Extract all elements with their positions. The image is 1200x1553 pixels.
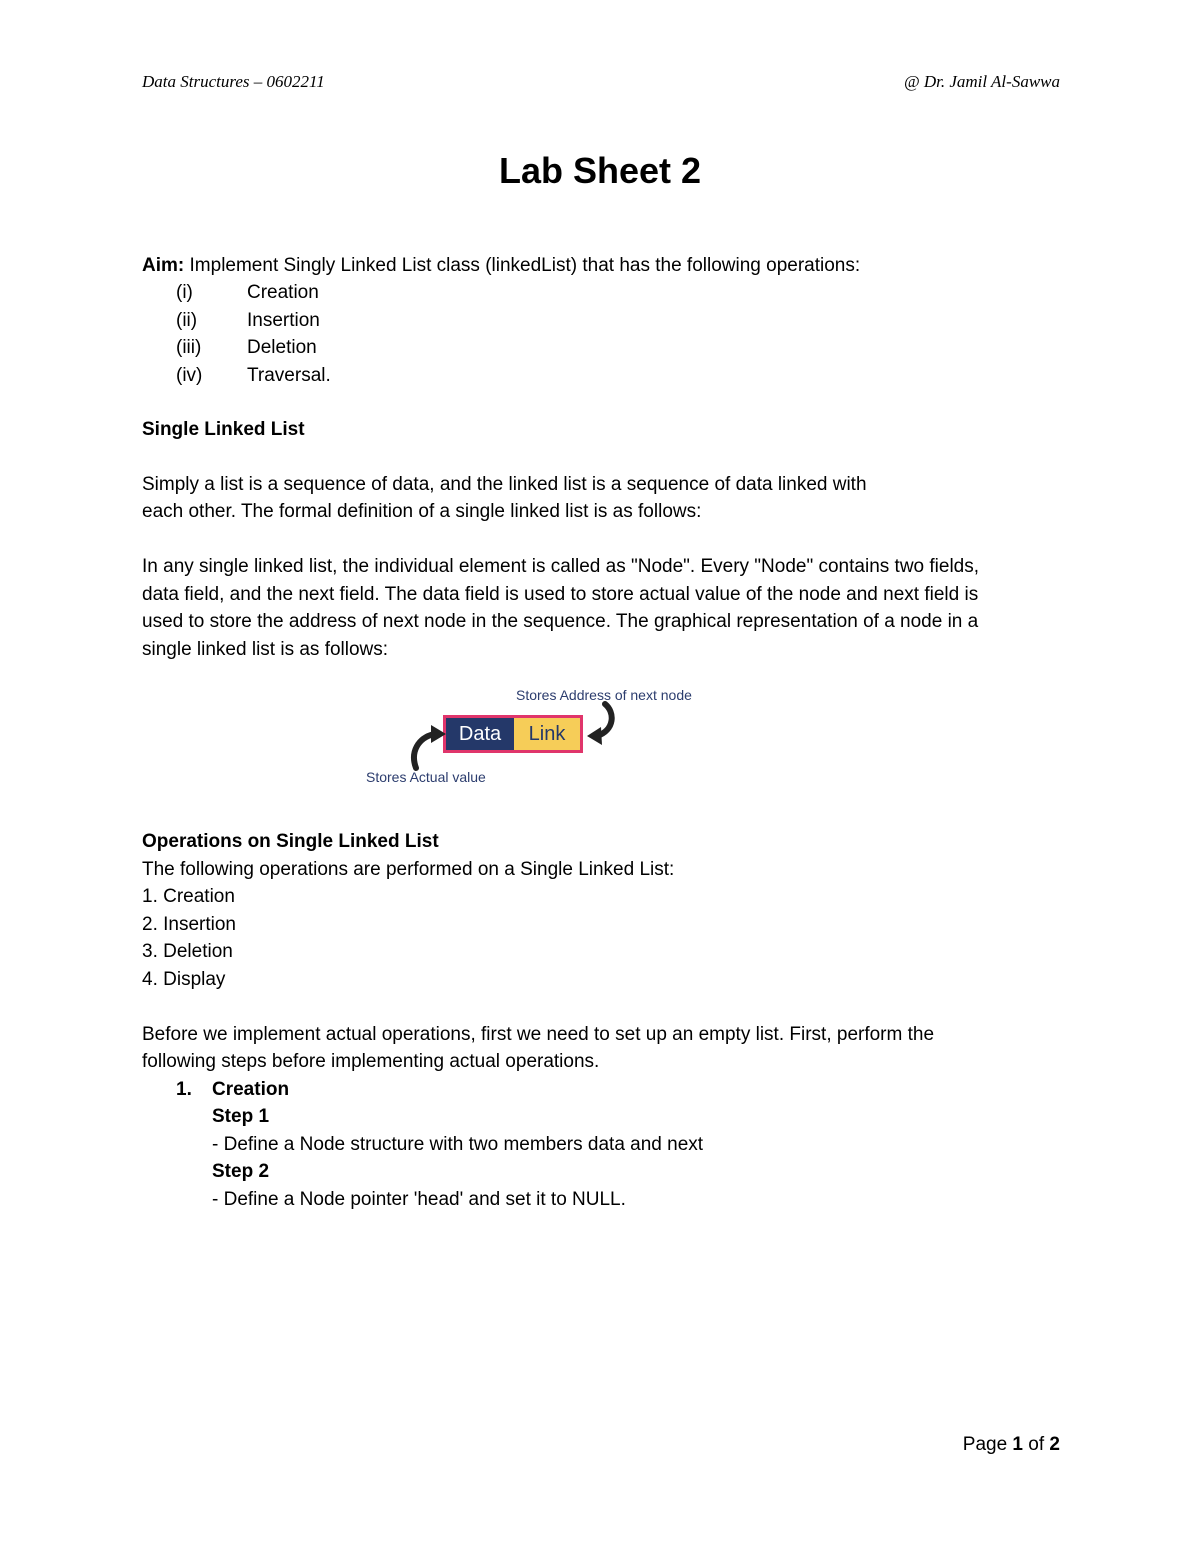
section-heading-operations: Operations on Single Linked List — [142, 831, 439, 852]
operation-item: 1. Creation — [142, 886, 235, 907]
page-current: 1 — [1012, 1434, 1023, 1455]
section-heading-single-linked-list: Single Linked List — [142, 419, 305, 440]
aim-item-label: Insertion — [247, 310, 320, 331]
of-word: of — [1028, 1434, 1045, 1455]
node-data-field: Data — [446, 718, 514, 750]
paragraph-line: Before we implement actual operations, first we need to set up an empty list. First, perform the — [142, 1024, 935, 1045]
paragraph-line: following steps before implementing actual operations. — [142, 1051, 600, 1072]
paragraph-line: single linked list is as follows: — [142, 639, 389, 660]
arrow-right-curved-icon — [585, 700, 625, 750]
paragraph-line: data field, and the next field. The data field is used to store actual value of the node and next field is — [142, 584, 979, 605]
header-author: @ Dr. Jamil Al-Sawwa — [903, 72, 1060, 91]
next-node-caption: Stores Address of next node — [516, 687, 692, 703]
page-total: 2 — [1049, 1434, 1060, 1455]
aim-item-label: Traversal. — [247, 365, 331, 386]
creation-number: 1. — [176, 1079, 192, 1100]
operation-item: 4. Display — [142, 969, 226, 990]
aim-line — [142, 252, 860, 279]
aim-label: Aim: — [142, 255, 185, 276]
step2-text: - Define a Node pointer 'head' and set it to NULL. — [212, 1189, 626, 1210]
page-word: Page — [962, 1434, 1008, 1455]
aim-item-label: Creation — [247, 282, 319, 303]
aim-item-num: (ii) — [176, 310, 198, 331]
arrow-left-curved-icon — [404, 722, 448, 772]
paragraph-line: used to store the address of next node in the sequence. The graphical representation of a node in a — [142, 611, 979, 632]
aim-item-num: (iii) — [176, 337, 202, 358]
aim-item-label: Deletion — [247, 337, 317, 358]
node-diagram — [443, 715, 583, 753]
operations-intro: The following operations are performed on a Single Linked List: — [142, 859, 675, 880]
actual-value-caption: Stores Actual value — [366, 769, 486, 785]
page-number — [963, 1431, 1060, 1458]
header-course: Data Structures – 0602211 — [142, 72, 325, 91]
step1-label: Step 1 — [212, 1106, 270, 1127]
aim-item-num: (i) — [176, 282, 193, 303]
page-title: Lab Sheet 2 — [498, 150, 702, 191]
step2-label: Step 2 — [212, 1161, 270, 1182]
node-link-field: Link — [514, 718, 580, 750]
paragraph-line: each other. The formal definition of a single linked list is as follows: — [142, 501, 702, 522]
operation-item: 2. Insertion — [142, 914, 236, 935]
step1-text: - Define a Node structure with two members data and next — [212, 1134, 704, 1155]
aim-text: Implement Singly Linked List class (linkedList) that has the following operations: — [189, 255, 861, 276]
paragraph-line: In any single linked list, the individual element is called as "Node". Every "Node" contains two fields, — [142, 556, 980, 577]
aim-item-num: (iv) — [176, 365, 203, 386]
operation-item: 3. Deletion — [142, 941, 233, 962]
paragraph-line: Simply a list is a sequence of data, and the linked list is a sequence of data linked with — [142, 474, 867, 495]
creation-heading: Creation — [212, 1079, 290, 1100]
